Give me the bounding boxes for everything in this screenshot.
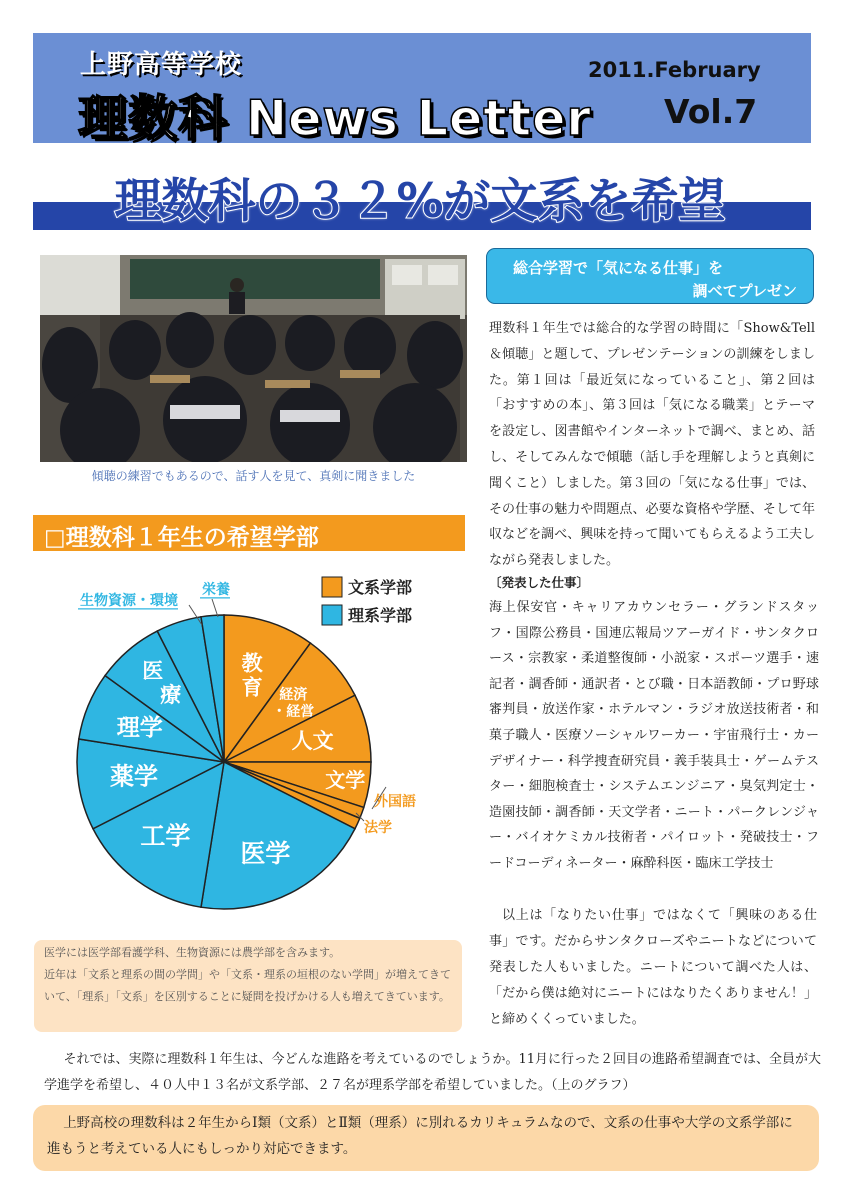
- school-name: 上野高等学校: [80, 50, 243, 80]
- pie-label: ・経営: [272, 704, 315, 721]
- pie-label: 人文: [291, 729, 334, 754]
- article-intro: 理数科１年生では総合的な学習の時間に「Show&Tell＆傾聴」と題して、プレゼンテーションの訓練をしました。第１回は「最近気になっていること」、第２回は「おすすめの本」、第３回は「気になる職業」とテーマを設定し、図書館やインターネットで調べ、まとめ、話し、そしてみんなで傾聴（話し手を理解しようと真剣に聞くこと）しました。第３回の「気になる仕事」では、その仕事の魅力や問題点、必要な資格や学歴、そして年収などを調べ、興味を持って聞いてもらえるよう工夫しながら発表しました。: [489, 321, 815, 569]
- issue-date: 2011.February: [588, 58, 761, 82]
- pie-label: 経済: [279, 687, 308, 704]
- callout-line1: 総合学習で「気になる仕事」を: [513, 259, 724, 277]
- pie-label: 理学: [116, 715, 163, 742]
- newsletter-title: 理数科 News Letter: [78, 90, 592, 147]
- pie-label: 医: [142, 659, 164, 684]
- legend-swatch: [322, 605, 342, 625]
- article-note: 以上は「なりたい仕事」ではなくて「興味のある仕事」です。だからサンタクローズやニートなどについて発表した人もいました。ニートについて調べた人は、「だから僕は絶対にニートにはなりたくありません！」と締めくくっていました。: [489, 908, 817, 1027]
- legend-swatch: [322, 577, 342, 597]
- summary-paragraph: それでは、実際に理数科１年生は、今どんな進路を考えているのでしょうか。11月に行った２回目の進路希望調査では、全員が大学進学を希望し、４０人中１３名が文系学部、２７名が理系学部を希望していました。（上のグラフ）: [44, 1052, 822, 1093]
- pie-label: 療: [160, 683, 182, 708]
- pie-label: 生物資源・環境: [80, 592, 178, 609]
- pie-label: 医学: [240, 838, 291, 868]
- callout-line2: 調べてプレゼン: [692, 282, 797, 300]
- pie-label: 教: [241, 651, 263, 676]
- classroom-illustration: [40, 255, 467, 462]
- pie-label: 工学: [140, 821, 191, 851]
- bottom-note: 上野高校の理数科は２年生からⅠ類（文系）とⅡ類（理系）に別れるカリキュラムなので、文系の仕事や大学の文系学部に進もうと考えている人にもしっかり対応できます。: [33, 1105, 819, 1171]
- jobs-list: 海上保安官・キャリアカウンセラー・グランドスタッフ・国際公務員・国連広報局ツアーガイド・サンタクロース・宗教家・柔道整復師・小説家・スポーツ選手・速記者・調香師・通訳者・とび職・日本語教師・プロ野球審判員・放送作家・ホテルマン・ラジオ放送技術者・和菓子職人・医療ソーシャルワーカー・宇宙飛行士・カーデザイナー・科学捜査研究員・義手装具士・ゲームテスター・細胞検査士・システムエンジニア・臭気判定士・造園技師・調香師・天文学者・ニート・パークレンジャー・バイオケミカル技術者・パイロット・発破技士・フードコーディネーター・麻酔科医・臨床工学技士: [489, 600, 819, 871]
- pie-label: 育: [241, 675, 263, 700]
- pie-label: 薬学: [109, 762, 158, 791]
- photo-caption: 傾聴の練習でもあるので、話す人を見て、真剣に聞きました: [91, 469, 416, 483]
- chart-note-line1: 医学には医学部看護学科、生物資源には農学部を含みます。: [44, 946, 341, 959]
- jobs-heading: 〔発表した仕事〕: [489, 575, 590, 590]
- headline: 理数科の３２%が文系を希望: [114, 174, 726, 229]
- classroom-photo: [40, 255, 467, 462]
- pie-label: 栄養: [202, 581, 230, 598]
- chart-note-line2: 近年は「文系と理系の間の学問」や「文系・理系の垣根のない学問」が増えてきていて、「理系」「文系」を区別することに疑問を投げかける人も増えてきています。: [44, 968, 451, 1003]
- pie-label: 外国語: [374, 793, 416, 810]
- pie-label: 法学: [364, 819, 392, 836]
- chart-note: [34, 940, 462, 1032]
- pie-label: 文学: [325, 767, 366, 792]
- legend-label: 理系学部: [348, 606, 413, 625]
- section-title: □理数科１年生の希望学部: [44, 525, 319, 551]
- volume-number: Vol.7: [664, 92, 758, 131]
- legend-label: 文系学部: [348, 578, 413, 597]
- pie-leader-line: [212, 599, 218, 617]
- article-callout: [486, 248, 814, 304]
- faculty-pie-chart: [34, 565, 464, 925]
